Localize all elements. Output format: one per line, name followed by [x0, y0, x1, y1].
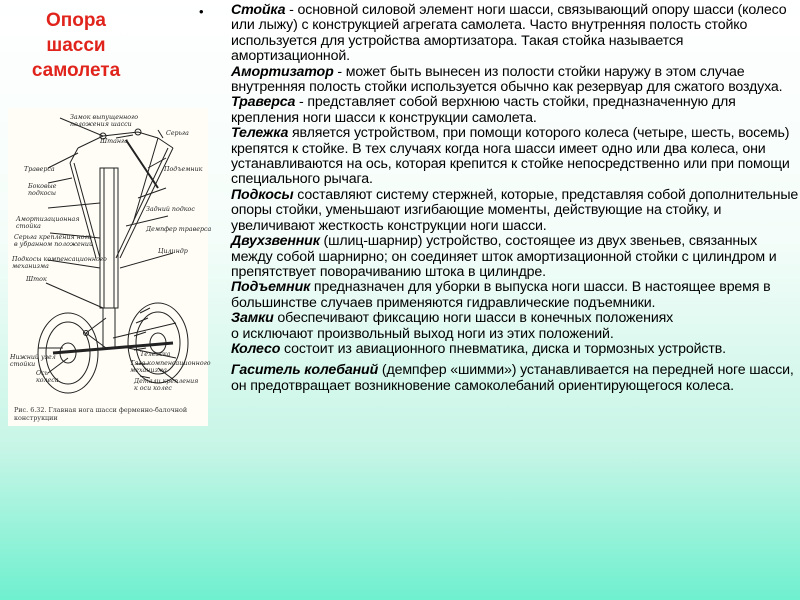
definition-term: Колесо	[231, 340, 281, 357]
fig-label-cylinder: Цилиндр	[158, 248, 188, 255]
fig-label-shackle: Серьга	[166, 130, 189, 137]
slide-title: Опора шасси самолета	[31, 10, 121, 81]
definition-term: Замки	[231, 310, 274, 327]
bullet-marker: •	[199, 4, 204, 19]
definition-term: Двухзвенник	[231, 233, 320, 250]
figure-caption: Рис. 6.32. Главная нога шасси ферменно-балочной конструкции	[14, 406, 188, 422]
definition-paragraph	[231, 65, 799, 96]
fig-label-axle-2: колеса	[36, 377, 59, 384]
definition-text: (шлиц-шарнир) устройство, состоящее из двух звеньев, связанных между собой шарнирно; он соединяет шток амортизационной стойки с цилиндром и препятствует поворачиванию штока в цилиндре.	[231, 233, 777, 280]
definition-text: предназначен для уборки в выпуска ноги шасси. В настоящее время в большинстве случаев применяются гидравлические подъемники.	[231, 279, 771, 311]
fig-label-lower-joint-2: стойки	[10, 361, 36, 368]
fig-label-comp-struts-2: механизма	[12, 263, 49, 270]
definition-text: обеспечивают фиксацию ноги шасси в конечных положениях о исключают произвольный выход ноги из этих положений.	[231, 310, 674, 342]
fig-label-comp-rod-1: Тяга компенсационного	[130, 360, 211, 367]
definition-term: Тележка	[231, 125, 289, 142]
definition-paragraph	[231, 188, 799, 234]
definition-text: (демпфер «шимми») устанавливается на передней ноге шасси, он предотвращает возникновение самоколебаний ориентирующегося колеса.	[231, 362, 794, 394]
definition-text: - представляет собой верхнюю часть стойки, предназначенную для крепления ноги шасси к конструкции самолета.	[231, 94, 736, 126]
fig-label-side-struts-1: Боковые	[28, 183, 57, 190]
fig-label-lock-1: Замок выпущенного	[70, 114, 139, 121]
definition-term: Гаситель колебаний	[231, 362, 379, 379]
fig-label-retract-shackle-2: в убранном положении	[14, 241, 94, 248]
definition-text: является устройством, при помощи которого колеса (четыре, шесть, восемь) крепятся к стойке. В тех случаях когда нога шасси имеет одно или два колеса, они устанавливаются на ось, которая крепится к стойке непосредственно или при помощи специального рычага.	[231, 125, 790, 188]
definition-paragraph	[231, 280, 799, 311]
definitions-text	[231, 3, 799, 394]
definition-paragraph	[231, 311, 799, 342]
fig-label-bogie: Тележка	[140, 351, 171, 358]
fig-label-rear-strut: Задний подкос	[146, 206, 195, 213]
definition-text: - основной силовой элемент ноги шасси, связывающий опору шасси (колесо или лыжу) с конструкцией агрегата самолета. Часто внутренняя полость стойко используется для устройства амортизатора. Такая стойка называется амортизационной.	[231, 2, 787, 65]
fig-label-traverse-damper: Демпфер траверса	[146, 226, 212, 233]
fig-label-piston-rod: Шток	[26, 276, 47, 283]
definition-paragraph	[231, 126, 799, 188]
definition-term: Траверса	[231, 94, 296, 111]
definition-text: составляют систему стержней, которые, представляя собой дополнительные опоры стойки, уменьшают изгибающие моменты, действующие на стойку, и увеличивают жесткость конструкции ноги шасси.	[231, 186, 799, 234]
fig-label-axle-parts-1: Детали крепления	[134, 378, 199, 385]
fig-label-axle-1: Ось	[36, 370, 49, 377]
definition-paragraph	[231, 363, 799, 394]
fig-label-traverse: Траверса	[24, 166, 55, 173]
landing-gear-figure	[8, 108, 212, 426]
fig-label-retract-shackle-1: Серьга крепления ноги	[14, 234, 92, 241]
fig-label-side-struts-2: подкосы	[28, 190, 57, 197]
definition-paragraph	[231, 342, 799, 357]
fig-label-comp-struts-1: Подкосы компенсационного	[12, 256, 107, 263]
fig-label-oleo-1: Амортизационная	[16, 216, 80, 223]
definition-text: состоит из авиационного пневматика, диска и тормозных устройств.	[280, 340, 726, 357]
definition-term: Подкосы	[231, 186, 294, 203]
fig-label-lock-2: положения шасси	[70, 121, 132, 128]
fig-label-actuator: Подъемник	[164, 166, 203, 173]
definition-paragraph	[231, 3, 799, 65]
definition-term: Амортизатор	[231, 63, 334, 80]
fig-label-oleo-2: стойка	[16, 223, 41, 230]
definition-paragraph	[231, 234, 799, 280]
fig-label-comp-rod-2: механизма	[130, 367, 167, 374]
fig-label-lower-joint-1: Нижний узел	[10, 354, 56, 361]
definition-text: - может быть вынесен из полости стойки наружу в этом случае внутренняя полость стойки используется обычно как резервуар для сжатого воздуха.	[231, 63, 783, 96]
fig-label-axle-parts-2: к оси колес	[134, 385, 172, 392]
fig-label-rod: Штанга	[100, 138, 128, 145]
definition-term: Подъемник	[231, 279, 311, 296]
definition-paragraph	[231, 95, 799, 126]
definition-term: Стойка	[231, 2, 286, 18]
